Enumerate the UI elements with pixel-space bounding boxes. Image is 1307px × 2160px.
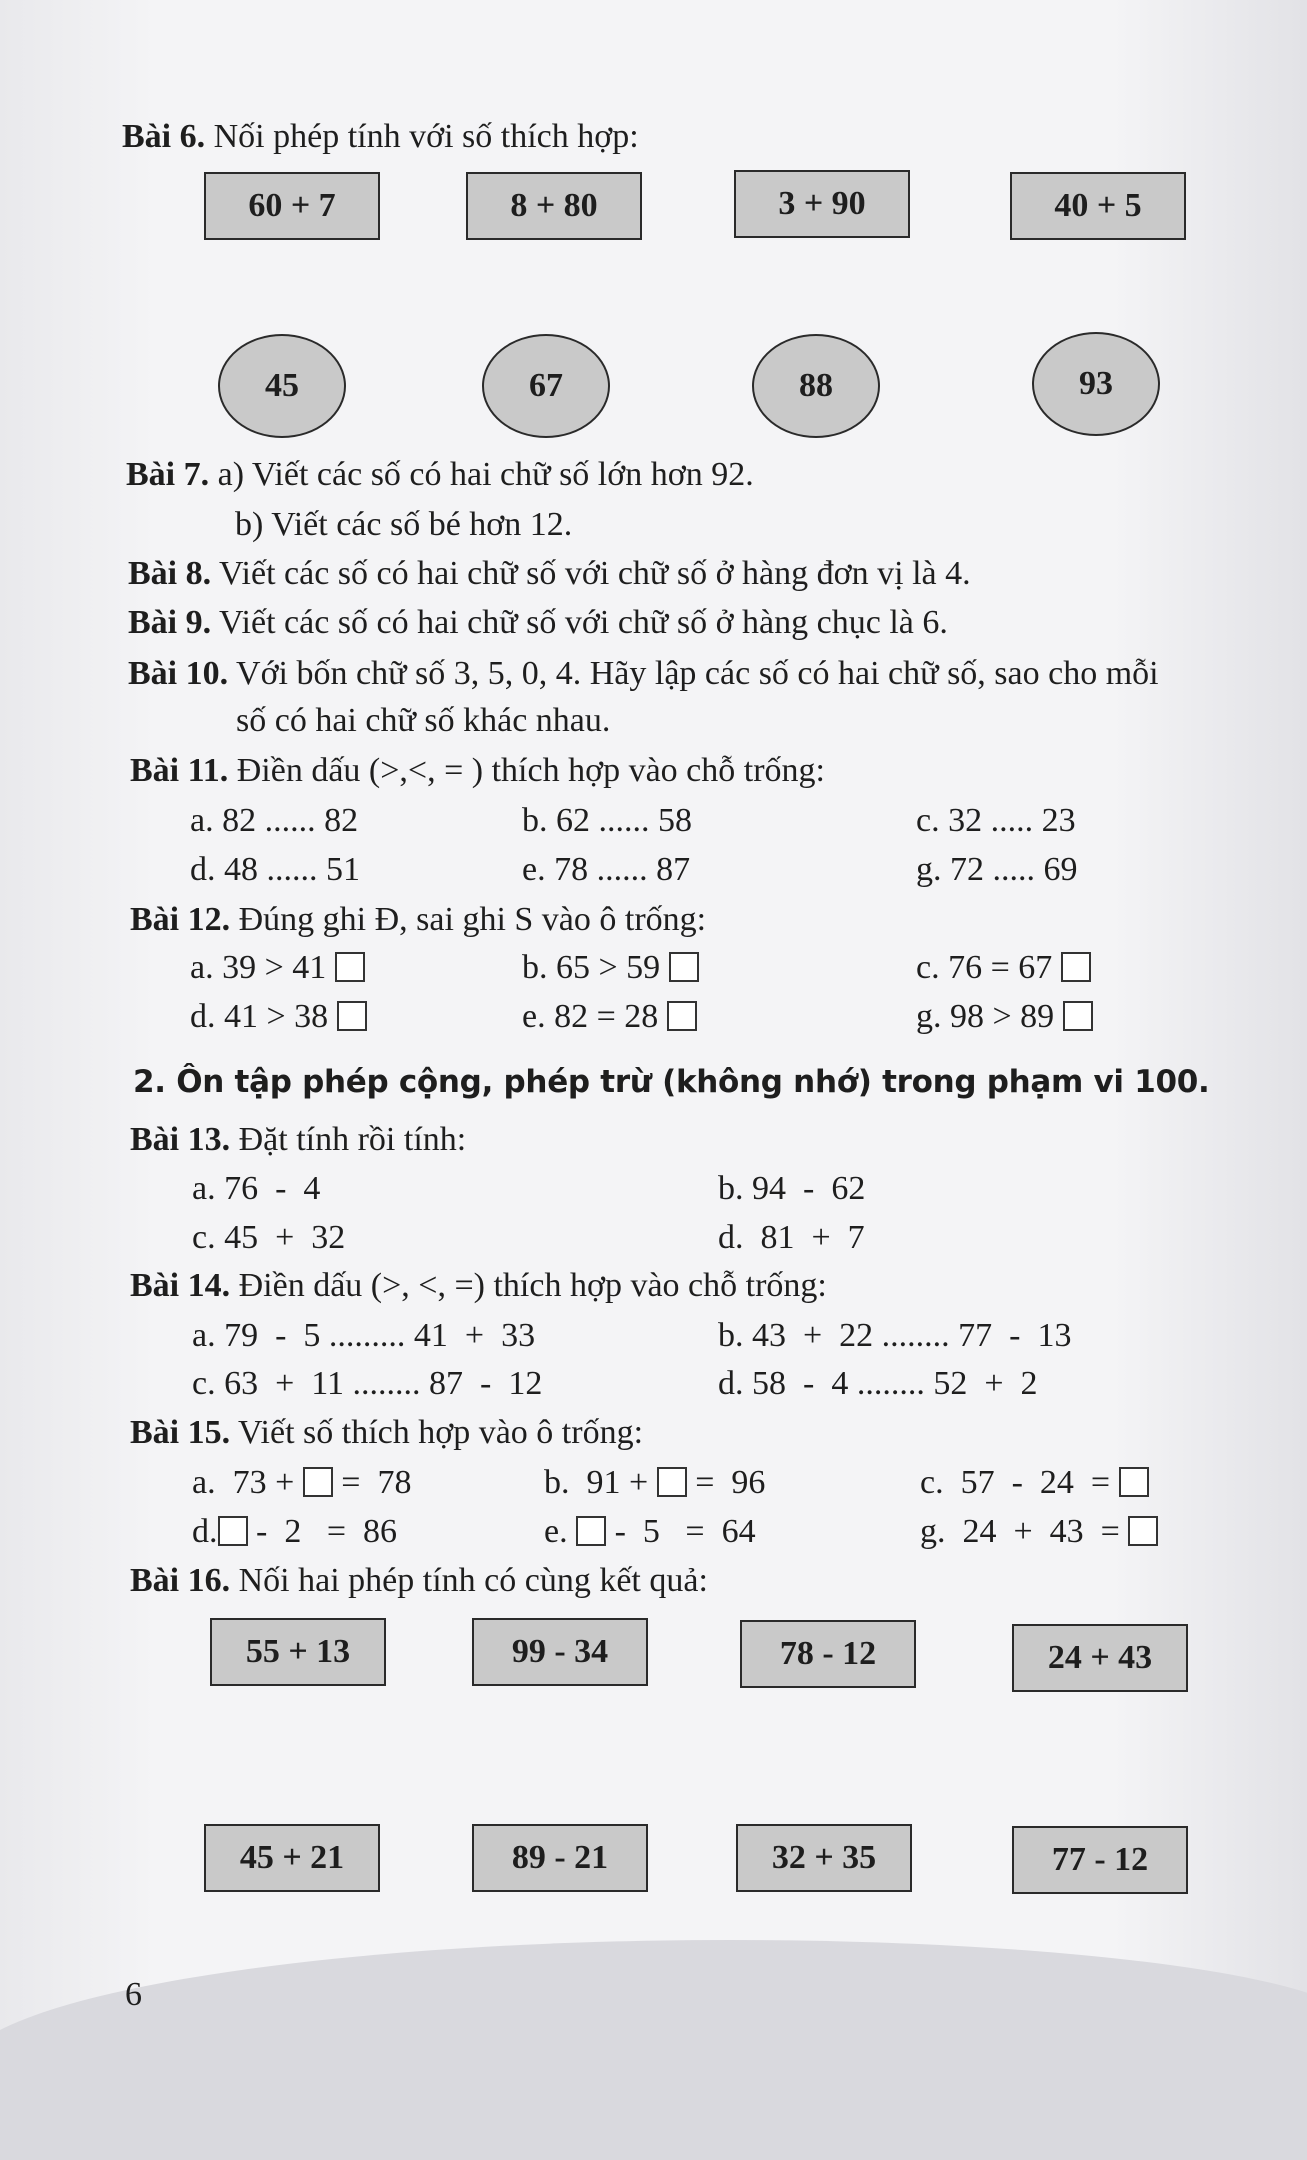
bai6-expression-4: 40 + 5 [1010,172,1186,240]
bai15-a-pre: a. 73 + [192,1464,295,1501]
bai9-text: Viết các số có hai chữ số với chữ số ở hàng chục là 6. [219,604,948,641]
bai6-number-1: 45 [218,334,346,438]
bai14-item-b: b. 43 + 22 ........ 77 - 13 [718,1317,1072,1354]
bai10-label: Bài 10. [128,655,229,692]
answer-box[interactable] [1128,1516,1158,1546]
answer-box[interactable] [669,952,699,982]
bai11-item-c: c. 32 ..... 23 [916,802,1076,839]
bai16-bottom-expression-4: 77 - 12 [1012,1826,1188,1894]
answer-box[interactable] [576,1516,606,1546]
bai15-item-e [544,1512,756,1552]
bai15-line [130,1413,643,1453]
bai12-item-c [916,948,1091,988]
bai13-item-d: d. 81 + 7 [718,1219,865,1256]
bai11-line [130,751,825,791]
answer-box[interactable] [337,1001,367,1031]
bai15-text: Viết số thích hợp vào ô trống: [238,1414,644,1451]
bai13-line [130,1120,466,1160]
bai12-line [130,900,706,940]
bai11-item-g: g. 72 ..... 69 [916,851,1078,888]
bai15-item-g [920,1512,1158,1552]
bai13-item-c: c. 45 + 32 [192,1219,346,1256]
bai15-item-b [544,1463,765,1503]
bai15-e-pre: e. [544,1513,568,1550]
bai16-top-expression-3: 78 - 12 [740,1620,916,1688]
bai10-text-2: số có hai chữ số khác nhau. [236,702,611,739]
answer-box[interactable] [218,1516,248,1546]
bai16-top-expression-1: 55 + 13 [210,1618,386,1686]
bai6-line [122,117,639,157]
answer-box[interactable] [303,1467,333,1497]
bai16-bottom-expression-3: 32 + 35 [736,1824,912,1892]
bai7-line-a [126,455,754,495]
bai15-g-pre: g. 24 + 43 = [920,1513,1120,1550]
page-number: 6 [125,1976,142,2013]
bai12-item-b [522,948,699,988]
bai15-b-pre: b. 91 + [544,1464,649,1501]
bai15-b-post: = 96 [695,1464,766,1501]
bai12-item-d-text: d. 41 > 38 [190,998,329,1035]
bai8-label: Bài 8. [128,555,212,592]
bai14-item-c: c. 63 + 11 ........ 87 - 12 [192,1365,543,1402]
bai12-item-c-text: c. 76 = 67 [916,949,1053,986]
bai11-item-d: d. 48 ...... 51 [190,851,360,888]
bai13-item-a: a. 76 - 4 [192,1170,321,1207]
bai12-item-d [190,997,367,1037]
bai12-item-g-text: g. 98 > 89 [916,998,1055,1035]
bai16-top-expression-2: 99 - 34 [472,1618,648,1686]
bai15-c-pre: c. 57 - 24 = [920,1464,1111,1501]
bai12-text: Đúng ghi Đ, sai ghi S vào ô trống: [238,901,707,938]
bai15-item-a [192,1463,411,1503]
bai6-text: Nối phép tính với số thích hợp: [213,118,639,155]
bai14-item-a: a. 79 - 5 ......... 41 + 33 [192,1317,536,1354]
bai15-d-pre: d. [192,1513,218,1550]
bai7-a: a) Viết các số có hai chữ số lớn hơn 92. [217,456,754,493]
bai15-e-post: - 5 = 64 [614,1513,756,1550]
bai6-number-3: 88 [752,334,880,438]
bai14-item-d: d. 58 - 4 ........ 52 + 2 [718,1365,1038,1402]
bai16-top-expression-4: 24 + 43 [1012,1624,1188,1692]
answer-box[interactable] [667,1001,697,1031]
bai6-number-2: 67 [482,334,610,438]
bai9-line [128,603,948,643]
bai9-label: Bài 9. [128,604,212,641]
bai15-d-post: - 2 = 86 [256,1513,397,1550]
bai10-text-1: Với bốn chữ số 3, 5, 0, 4. Hãy lập các số có hai chữ số, sao cho mỗi [236,655,1159,692]
bai15-item-c [920,1463,1149,1503]
answer-box[interactable] [1063,1001,1093,1031]
bai14-text: Điền dấu (>, <, =) thích hợp vào chỗ trống: [238,1267,827,1304]
bai12-label: Bài 12. [130,901,231,938]
bai13-item-b: b. 94 - 62 [718,1170,866,1207]
bai12-item-b-text: b. 65 > 59 [522,949,661,986]
bai16-bottom-expression-1: 45 + 21 [204,1824,380,1892]
bai6-label: Bài 6. [122,118,206,155]
bai11-item-a: a. 82 ...... 82 [190,802,359,839]
bai12-item-e [522,997,697,1037]
bai13-label: Bài 13. [130,1121,231,1158]
bai15-item-d [192,1512,397,1552]
bai16-line [130,1561,708,1601]
bai12-item-a [190,948,365,988]
bai14-label: Bài 14. [130,1267,231,1304]
bai12-item-a-text: a. 39 > 41 [190,949,327,986]
bai12-item-e-text: e. 82 = 28 [522,998,659,1035]
bai7-b: b) Viết các số bé hơn 12. [235,506,573,543]
bai8-text: Viết các số có hai chữ số với chữ số ở hàng đơn vị là 4. [219,555,971,592]
bai11-item-b: b. 62 ...... 58 [522,802,692,839]
bai15-label: Bài 15. [130,1414,231,1451]
bai16-text: Nối hai phép tính có cùng kết quả: [238,1562,708,1599]
bai14-line [130,1266,827,1306]
bai6-expression-1: 60 + 7 [204,172,380,240]
bai6-expression-3: 3 + 90 [734,170,910,238]
bai10-line-1 [128,654,1159,694]
answer-box[interactable] [1061,952,1091,982]
bai15-a-post: = 78 [341,1464,412,1501]
bai11-item-e: e. 78 ...... 87 [522,851,691,888]
answer-box[interactable] [657,1467,687,1497]
bai11-text: Điền dấu (>,<, = ) thích hợp vào chỗ trống: [236,752,825,789]
bai12-item-g [916,997,1093,1037]
bai7-label: Bài 7. [126,456,210,493]
bai13-text: Đặt tính rồi tính: [238,1121,467,1158]
bai6-expression-2: 8 + 80 [466,172,642,240]
bai6-number-4: 93 [1032,332,1160,436]
answer-box[interactable] [335,952,365,982]
bai16-bottom-expression-2: 89 - 21 [472,1824,648,1892]
answer-box[interactable] [1119,1467,1149,1497]
bai11-label: Bài 11. [130,752,229,789]
section-2-title: 2. Ôn tập phép cộng, phép trừ (không nhớ) trong phạm vi 100. [133,1064,1210,1100]
bai16-label: Bài 16. [130,1562,231,1599]
bai8-line [128,554,971,594]
